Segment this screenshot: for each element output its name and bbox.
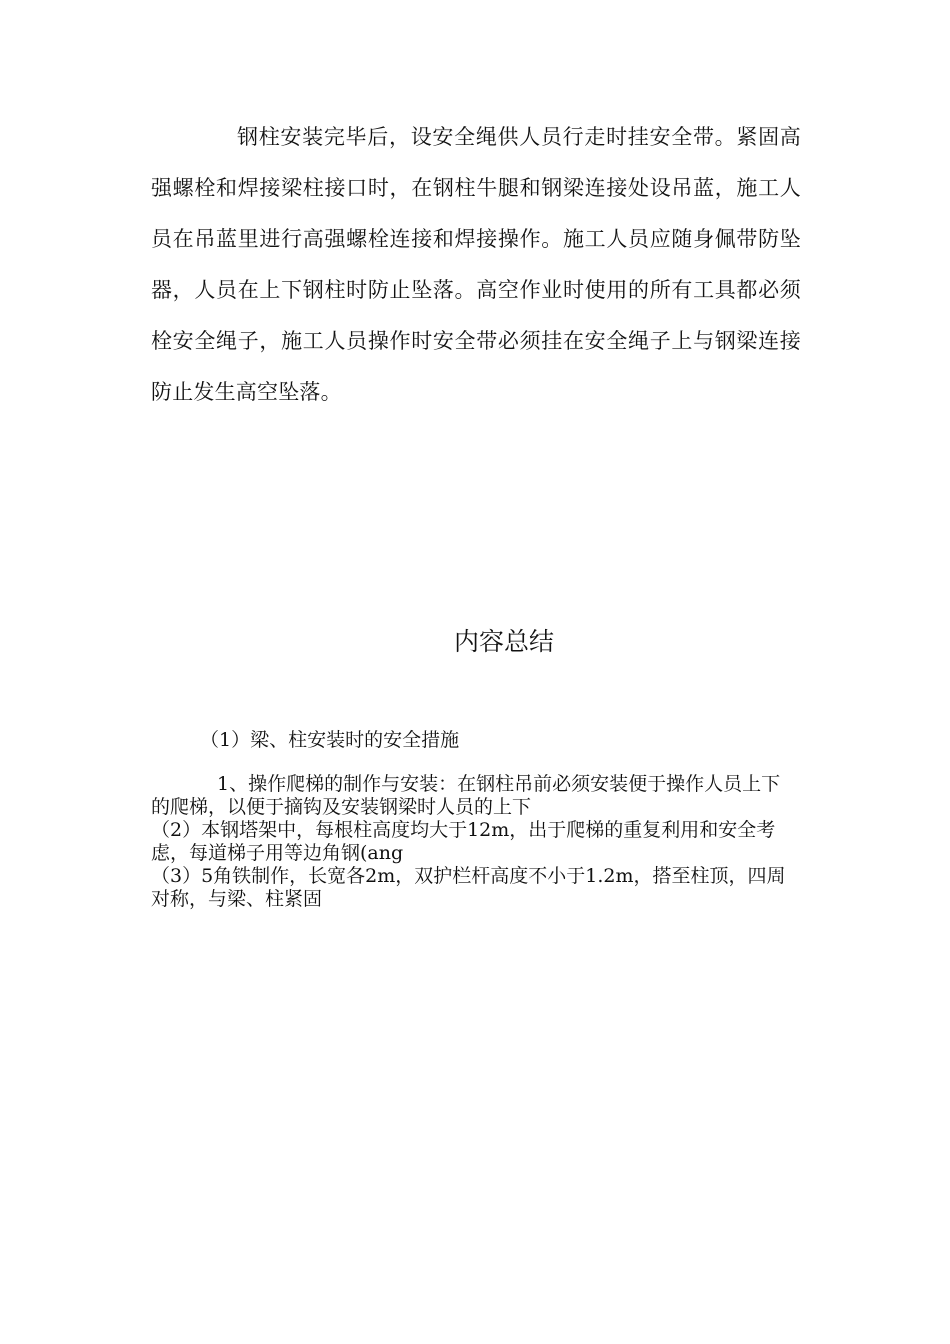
item-heading: （1）梁、柱安装时的安全措施 <box>200 729 460 751</box>
top-paragraph: 钢柱安装完毕后，设安全绳供人员行走时挂安全带。紧固高强螺栓和焊接梁柱接口时，在钢柱牛腿和钢梁连接处设吊蓝，施工人员在吊蓝里进行高强螺栓连接和焊接操作。施工人员应随身佩带防坠器，人员在上下钢柱时防止坠落。高空作业时使用的所有工具都必须栓安全绳子，施工人员操作时安全带必须挂在安全绳子上与钢梁连接防止发生高空坠落。 <box>151 125 801 404</box>
summary-line-3: （3）5角铁制作，长宽各2m，双护栏杆高度不小于1.2m，搭至柱顶，四周对称，与梁、柱紧固 <box>151 865 786 910</box>
summary-line-2: （2）本钢塔架中，每根柱高度均大于12m，出于爬梯的重复利用和安全考虑，每道梯子用等边角钢(ang <box>151 819 776 864</box>
summary-title: 内容总结 <box>453 627 554 656</box>
summary-line-1: 1、操作爬梯的制作与安装：在钢柱吊前必须安装便于操作人员上下的爬梯，以便于摘钩及安装钢梁时人员的上下 <box>151 773 781 818</box>
summary-body <box>151 773 791 911</box>
